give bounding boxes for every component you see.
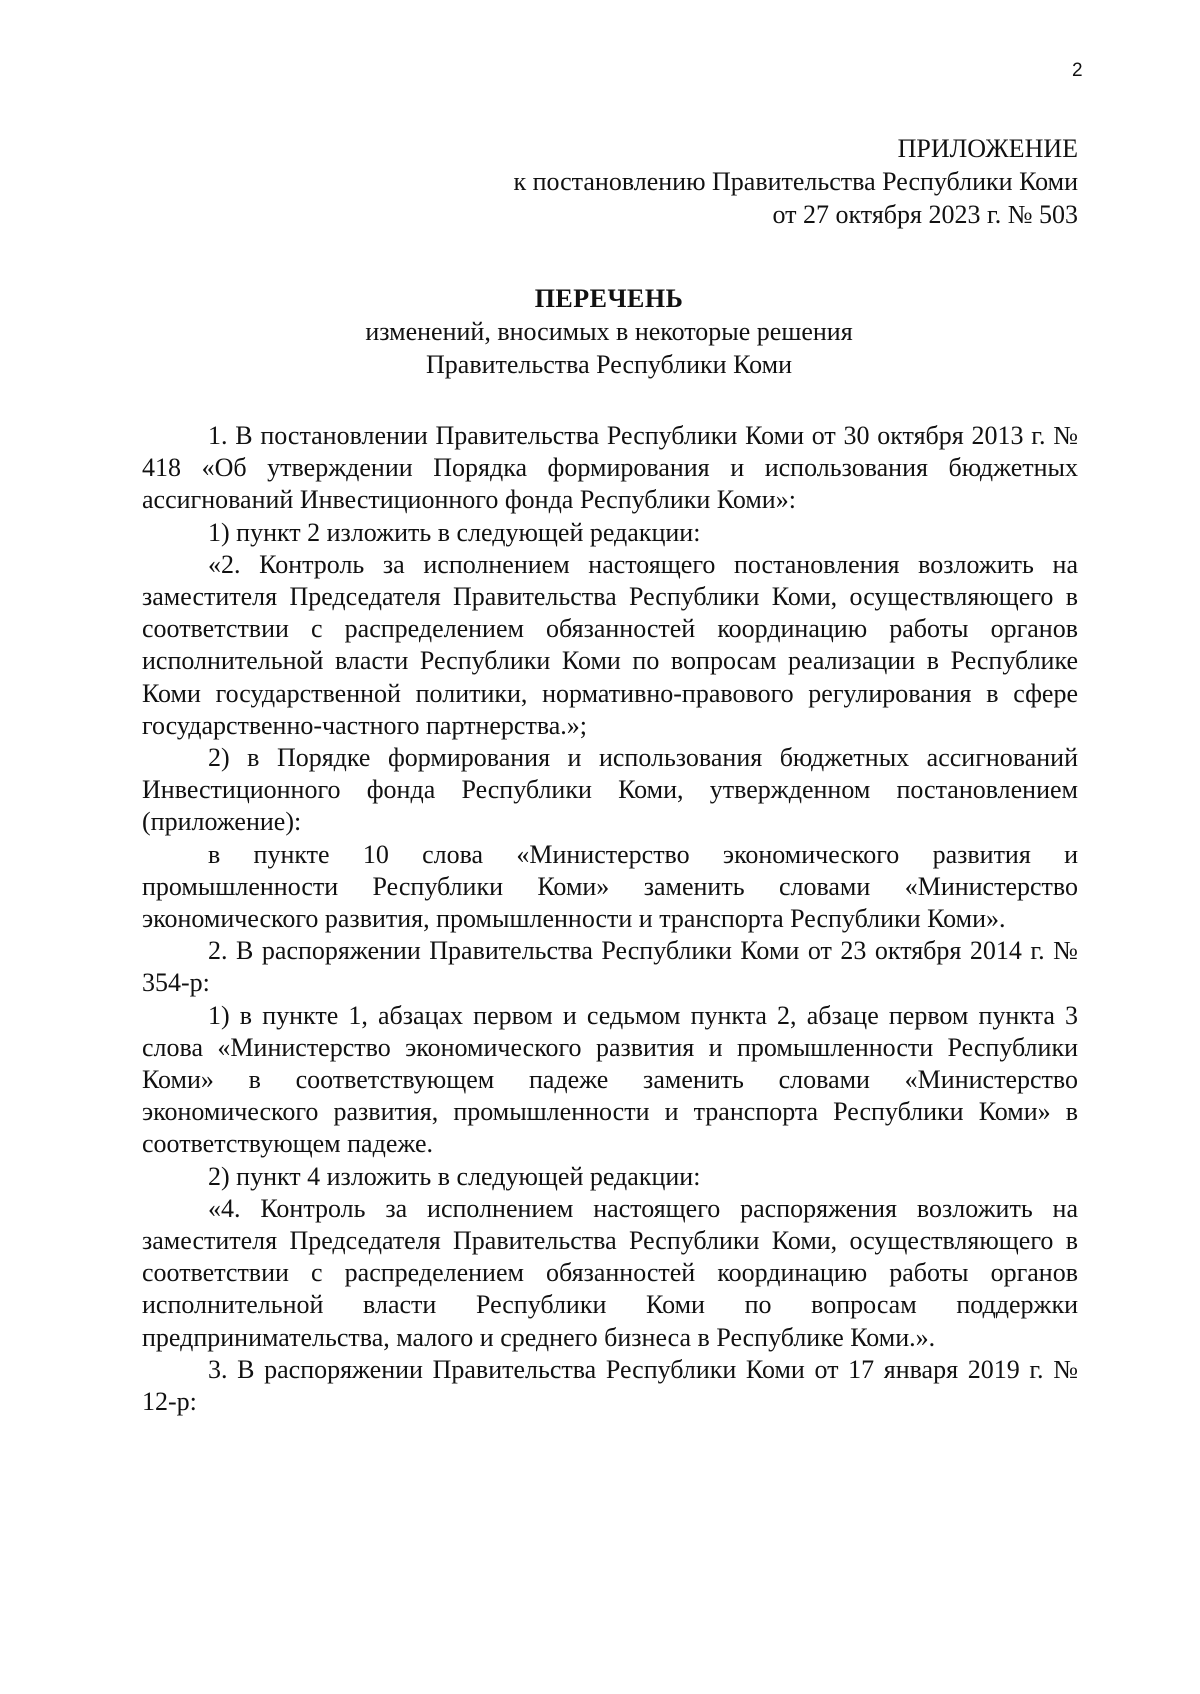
appendix-date-number: от 27 октября 2023 г. № 503 <box>772 200 1078 229</box>
appendix-resolution: к постановлению Правительства Республики Коми <box>513 167 1078 196</box>
paragraph: 1) в пункте 1, абзацах первом и седьмом пункта 2, абзаце первом пункта 3 слова «Министерство экономического развития и промышленности Республики Коми» в соответствующем падеже заменить словами «Министерство экономического развития, промышленности и транспорта Республики Коми» в соответствующем падеже. <box>142 1000 1078 1159</box>
paragraph: 1) пункт 2 изложить в следующей редакции: <box>208 517 701 547</box>
document-subtitle-line-1: изменений, вносимых в некоторые решения <box>365 317 853 346</box>
paragraph: 2) в Порядке формирования и использования бюджетных ассигнований Инвестиционного фонда Республики Коми, утвержденном постановлением (приложение): <box>142 743 1078 837</box>
page-number: 2 <box>1072 60 1083 81</box>
paragraph: 2. В распоряжении Правительства Республики Коми от 23 октября 2014 г. № 354-р: <box>142 936 1078 998</box>
paragraph: 3. В распоряжении Правительства Республики Коми от 17 января 2019 г. № 12-р: <box>142 1354 1078 1417</box>
paragraph: 2) пункт 4 изложить в следующей редакции: <box>208 1161 701 1191</box>
appendix-header <box>513 132 1078 231</box>
paragraph: 1. В постановлении Правительства Республики Коми от 30 октября 2013 г. № 418 «Об утверждении Порядка формирования и использования бюджетных ассигнований Инвестиционного фонда Республики Коми»: <box>142 421 1078 515</box>
document-subtitle-line-2: Правительства Республики Коми <box>426 350 792 379</box>
document-title: ПЕРЕЧЕНЬ <box>534 284 684 313</box>
document-title-block <box>140 282 1078 381</box>
paragraph: в пункте 10 слова «Министерство экономического развития и промышленности Республики Коми» заменить словами «Министерство экономического развития, промышленности и транспорта Республики Коми». <box>142 839 1078 934</box>
paragraph: «2. Контроль за исполнением настоящего постановления возложить на заместителя Председателя Правительства Республики Коми, осуществляющего в соответствии с распределением обязанностей координацию работы органов исполнительной власти Республики Коми по вопросам реализации в Республике Коми государственной политики, нормативно-правового регулирования в сфере государственно-частного партнерства.»; <box>142 549 1078 740</box>
paragraph: «4. Контроль за исполнением настоящего распоряжения возложить на заместителя Председателя Правительства Республики Коми, осуществляющего в соответствии с распределением обязанностей координацию работы органов исполнительной власти Республики Коми по вопросам поддержки предпринимательства, малого и среднего бизнеса в Республике Коми.». <box>142 1193 1078 1352</box>
document-body <box>142 420 1078 1418</box>
appendix-label: ПРИЛОЖЕНИЕ <box>897 134 1078 163</box>
